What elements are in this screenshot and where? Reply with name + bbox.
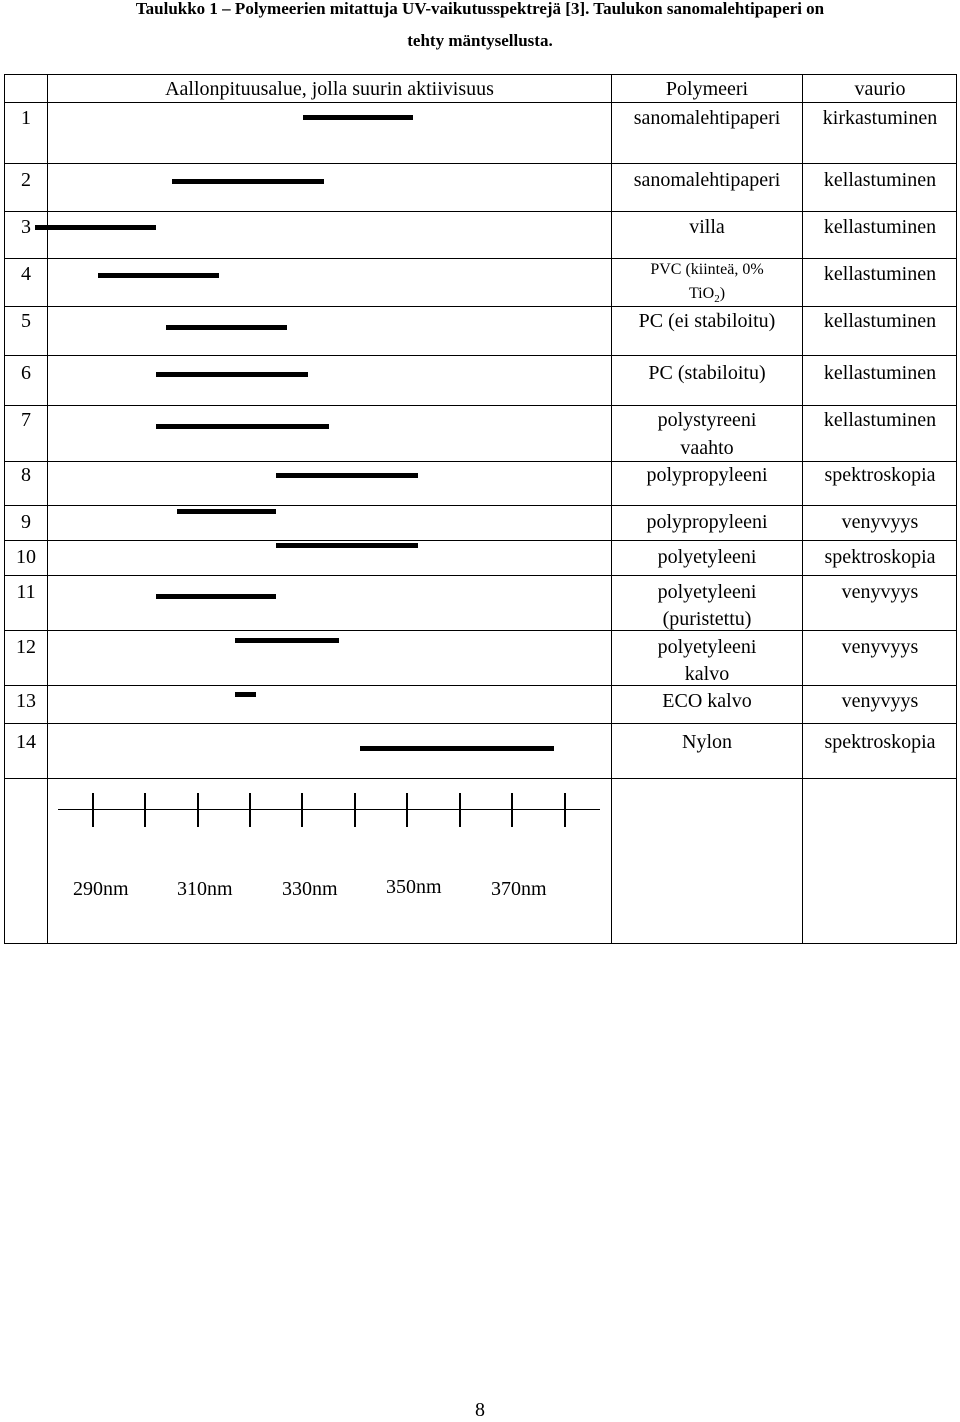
- polymer-name: villa: [689, 216, 725, 238]
- row-divider: [4, 505, 957, 506]
- damage-type: spektroskopia: [824, 464, 936, 486]
- damage-type: venyvyys: [841, 511, 919, 533]
- damage-type: kellastuminen: [823, 263, 937, 285]
- damage-type: spektroskopia: [824, 546, 936, 568]
- polymer-name-continued: vaahto: [680, 437, 734, 459]
- polymer-name: polystyreeni: [657, 409, 757, 431]
- axis-tick: [301, 793, 303, 827]
- polymer-name-continued: (puristettu): [662, 608, 752, 630]
- polymer-name: PVC (kiinteä, 0%: [650, 261, 764, 278]
- polymer-name: polyetyleeni: [657, 546, 757, 568]
- range-bar: [177, 509, 277, 514]
- row-number: 2: [21, 169, 31, 191]
- row-divider: [4, 258, 957, 259]
- polymer-name-continued: kalvo: [684, 663, 730, 685]
- damage-type: kellastuminen: [823, 409, 937, 431]
- row-number: 13: [16, 690, 36, 712]
- range-bar: [156, 594, 277, 599]
- header-polymer: Polymeeri: [665, 78, 749, 100]
- table-border-top: [4, 74, 957, 75]
- column-border-left: [4, 74, 5, 944]
- row-divider: [4, 163, 957, 164]
- column-border: [47, 74, 48, 944]
- page-number: 8: [475, 1399, 485, 1421]
- range-bar: [235, 638, 340, 643]
- axis-tick: [564, 793, 566, 827]
- row-number: 8: [21, 464, 31, 486]
- range-bar: [360, 746, 554, 751]
- row-divider: [4, 575, 957, 576]
- range-bar: [156, 372, 308, 377]
- axis-tick: [249, 793, 251, 827]
- axis-label-330nm: 330nm: [282, 878, 338, 900]
- polymer-name: PC (ei stabiloitu): [638, 310, 776, 332]
- column-border-right: [956, 74, 957, 944]
- row-divider: [4, 306, 957, 307]
- axis-label-350nm: 350nm: [386, 876, 442, 898]
- axis-tick: [511, 793, 513, 827]
- header-wavelength-range: Aallonpituusalue, jolla suurin aktiivisuus: [165, 78, 494, 100]
- row-number: 5: [21, 310, 31, 332]
- axis-tick: [459, 793, 461, 827]
- row-number: 1: [21, 107, 31, 129]
- row-number: 7: [21, 409, 31, 431]
- column-border: [802, 74, 803, 944]
- damage-type: venyvyys: [841, 690, 919, 712]
- axis-tick: [406, 793, 408, 827]
- column-border: [611, 74, 612, 944]
- row-divider: [4, 540, 957, 541]
- polymer-name: ECO kalvo: [662, 690, 752, 712]
- polymer-formula: TiO: [688, 285, 715, 302]
- row-divider: [4, 461, 957, 462]
- damage-type: spektroskopia: [824, 731, 936, 753]
- polymer-name: polypropyleeni: [646, 511, 768, 533]
- row-divider: [4, 405, 957, 406]
- range-bar: [235, 692, 256, 697]
- range-bar: [98, 273, 219, 278]
- damage-type: kellastuminen: [823, 216, 937, 238]
- range-bar: [276, 543, 418, 548]
- row-number: 10: [16, 546, 36, 568]
- polymer-paren: ): [719, 285, 726, 302]
- polymer-name-continued: [612, 284, 802, 309]
- row-number: 12: [16, 636, 36, 658]
- polymer-name: polyetyleeni: [657, 636, 757, 658]
- wavelength-axis-line: [58, 809, 600, 810]
- range-bar: [166, 325, 287, 330]
- axis-tick: [354, 793, 356, 827]
- row-divider: [4, 630, 957, 631]
- polymer-name: Nylon: [682, 731, 732, 753]
- damage-type: venyvyys: [841, 581, 919, 603]
- axis-tick: [92, 793, 94, 827]
- polymer-name: sanomalehtipaperi: [633, 107, 781, 129]
- damage-type: kellastuminen: [823, 310, 937, 332]
- row-divider: [4, 778, 957, 779]
- polymer-name: PC (stabiloitu): [648, 362, 766, 384]
- header-damage: vaurio: [854, 78, 906, 100]
- row-divider: [4, 723, 957, 724]
- axis-tick: [197, 793, 199, 827]
- row-divider: [4, 211, 957, 212]
- row-divider: [4, 685, 957, 686]
- polymer-name: sanomalehtipaperi: [633, 169, 781, 191]
- row-number: 3: [21, 216, 31, 238]
- axis-tick: [144, 793, 146, 827]
- axis-label-370nm: 370nm: [491, 878, 547, 900]
- row-number: 14: [16, 731, 36, 753]
- row-divider: [4, 355, 957, 356]
- table-border-bottom: [4, 943, 957, 944]
- polymer-name: polyetyleeni: [657, 581, 757, 603]
- range-bar: [276, 473, 418, 478]
- range-bar: [35, 225, 156, 230]
- axis-label-310nm: 310nm: [177, 878, 233, 900]
- row-divider: [4, 102, 957, 103]
- damage-type: kellastuminen: [823, 169, 937, 191]
- row-number: 4: [21, 263, 31, 285]
- polymer-name: polypropyleeni: [646, 464, 768, 486]
- damage-type: kirkastuminen: [822, 107, 938, 129]
- range-bar: [303, 115, 413, 120]
- range-bar: [172, 179, 324, 184]
- damage-type: venyvyys: [841, 636, 919, 658]
- polymer-subscript: 2: [714, 293, 720, 306]
- axis-label-290nm: 290nm: [73, 878, 129, 900]
- row-number: 11: [16, 581, 36, 603]
- row-number: 6: [21, 362, 31, 384]
- table-caption-line-2: tehty mäntysellusta.: [407, 31, 553, 50]
- row-number: 9: [21, 511, 31, 533]
- damage-type: kellastuminen: [823, 362, 937, 384]
- range-bar: [156, 424, 329, 429]
- table-caption-line-1: Taulukko 1 – Polymeerien mitattuja UV-vaikutusspektrejä [3]. Taulukon sanomalehtipaperi on: [135, 0, 825, 18]
